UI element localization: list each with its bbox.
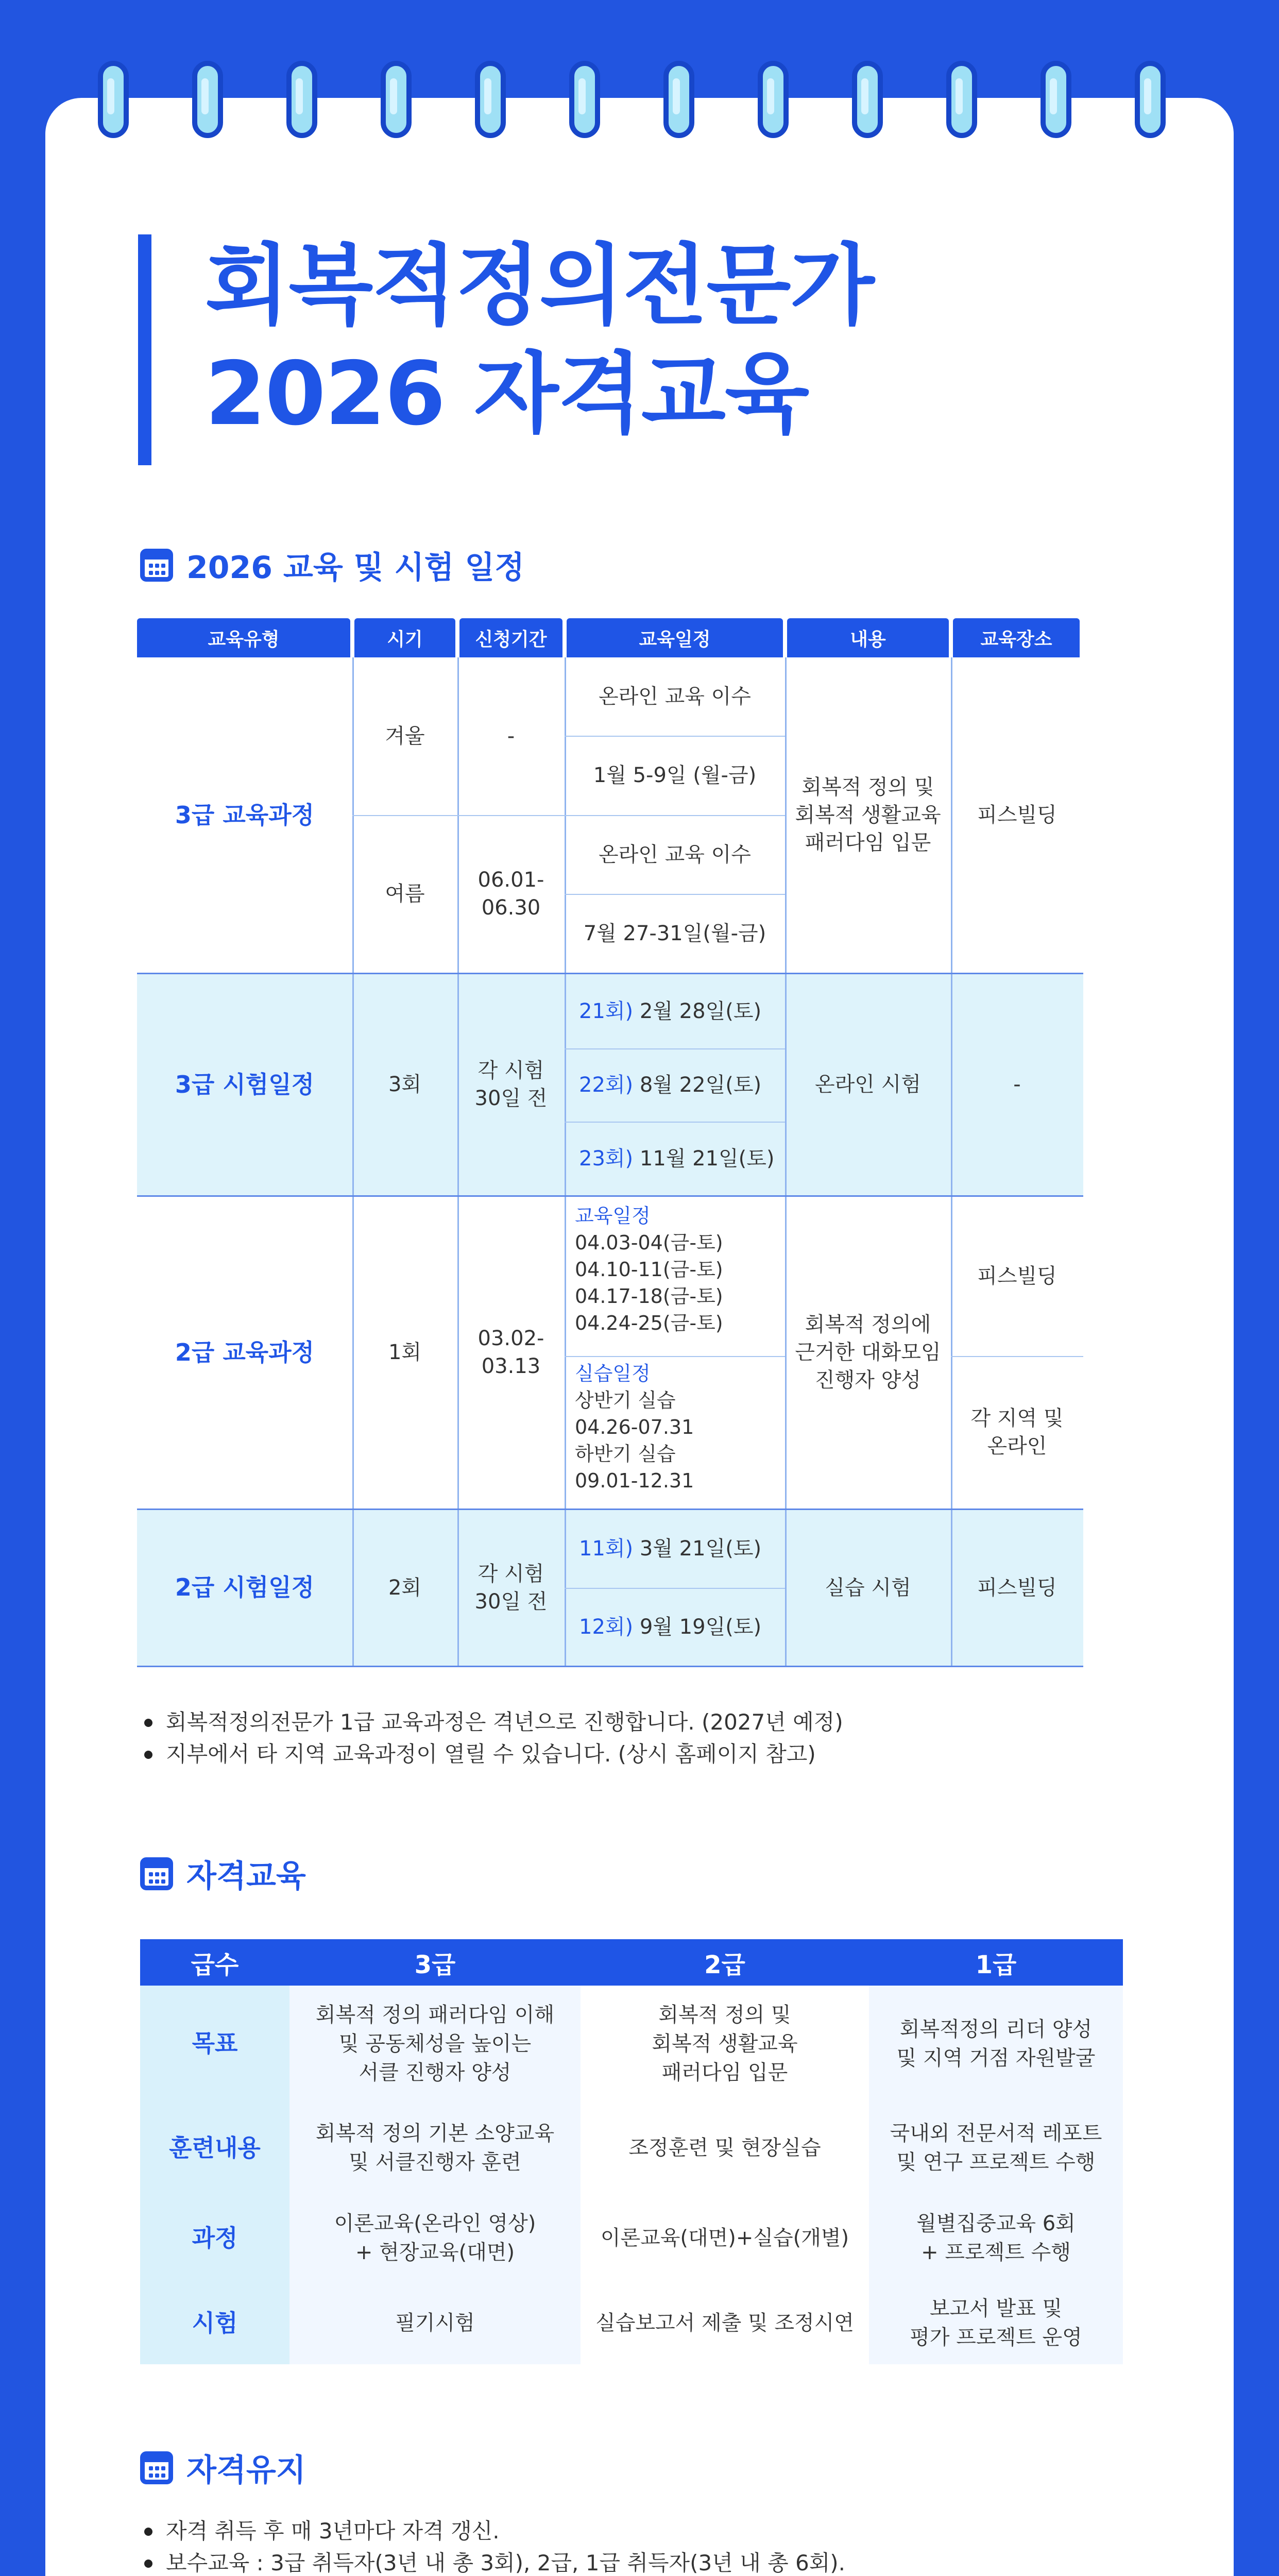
- round-number: 23회): [579, 1146, 634, 1171]
- exam2-apply: 각 시험 30일 전: [474, 1562, 548, 1614]
- row-label-edu3: 3급 교육과정: [175, 801, 315, 829]
- binder-ring-icon: [946, 61, 977, 138]
- row-label-exam3: 3급 시험일정: [175, 1070, 315, 1098]
- edu2-edu-schedule: [575, 1202, 781, 1336]
- title-accent-bar: [138, 234, 151, 465]
- exam-level1: 보고서 발표 및 평가 프로젝트 운영: [869, 2282, 1123, 2364]
- qualification-heading: [140, 1851, 306, 1897]
- goal-level3: 회복적 정의 패러다임 이해 및 공동체성을 높이는 서클 진행자 양성: [289, 1986, 581, 2102]
- exam3-content: 온라인 시험: [815, 1073, 921, 1096]
- exam2-place: 피스빌딩: [977, 1575, 1057, 1600]
- exam-level3: 필기시험: [289, 2282, 581, 2364]
- header-cell: 교육장소: [953, 618, 1080, 657]
- round-date: 3월 21일(토): [633, 1537, 762, 1561]
- schedule-heading: [140, 542, 524, 588]
- edu2-apply: 03.02- 03.13: [478, 1327, 544, 1378]
- exam2-round-2: [565, 1588, 785, 1666]
- exam3-apply: 각 시험 30일 전: [474, 1059, 548, 1110]
- edu2-place-2: 각 지역 및 온라인: [970, 1406, 1064, 1458]
- edu2-edu-dates: 04.03-04(금-토) 04.10-11(금-토) 04.17-18(금-토) 04.24-25(금-토): [575, 1231, 723, 1334]
- edu3-summer-schedule-2: 7월 27-31일(월-금): [583, 921, 766, 945]
- maintenance-heading: [140, 2445, 306, 2491]
- binder-ring-icon: [475, 61, 506, 138]
- edu3-summer-apply: 06.01- 06.30: [478, 868, 544, 920]
- course-level2: 이론교육(대면)+실습(개별): [600, 2226, 849, 2250]
- row-label-exam: 시험: [140, 2282, 289, 2364]
- row-label-goal: 목표: [140, 1986, 289, 2102]
- exam2-content: 실습 시험: [825, 1575, 911, 1600]
- round-date: 9월 19일(토): [633, 1615, 762, 1639]
- edu2-edu-label: 교육일정: [575, 1205, 651, 1227]
- edu3-winter-schedule-2: 1월 5-9일 (월-금): [593, 764, 757, 787]
- exam3-place: -: [1013, 1073, 1021, 1096]
- course-level3: 이론교육(온라인 영상) + 현장교육(대면): [289, 2194, 581, 2282]
- exam3-round-1: [565, 974, 785, 1048]
- binder-ring-icon: [852, 61, 883, 138]
- row-label-training: 훈련내용: [140, 2102, 289, 2194]
- header-cell: 급수: [140, 1939, 289, 1986]
- exam3-round-3: [565, 1122, 785, 1195]
- edu2-practice-dates: 상반기 실습 04.26-07.31 하반기 실습 09.01-12.31: [575, 1389, 694, 1492]
- schedule-notes: [144, 1706, 843, 1770]
- edu2-content: 회복적 정의에 근거한 대화모임 진행자 양성: [795, 1313, 941, 1392]
- page-title-line2: 2026 자격교육: [205, 343, 809, 445]
- row-label-edu2: 2급 교육과정: [175, 1338, 315, 1366]
- edu3-content: 회복적 정의 및 회복적 생활교육 패러다임 입문: [795, 775, 941, 855]
- calendar-icon: [140, 2451, 173, 2484]
- header-cell: 교육일정: [567, 618, 783, 657]
- training-level3: 회복적 정의 기본 소양교육 및 서클진행자 훈련: [289, 2102, 581, 2194]
- edu3-winter-schedule-1: 온라인 교육 이수: [599, 685, 751, 708]
- edu3-winter-apply: -: [507, 724, 515, 748]
- binder-ring-icon: [569, 61, 600, 138]
- exam-level2: 실습보고서 제출 및 조정시연: [595, 2311, 854, 2335]
- edu3-winter: 겨울: [385, 724, 425, 748]
- round-number: 12회): [579, 1615, 634, 1639]
- calendar-icon: [140, 1857, 173, 1890]
- calendar-icon: [140, 549, 173, 582]
- header-cell: 신청기간: [459, 618, 562, 657]
- round-date: 11월 21일(토): [633, 1146, 775, 1171]
- edu3-summer-schedule-1: 온라인 교육 이수: [599, 842, 751, 867]
- binder-ring-icon: [1135, 61, 1166, 138]
- edu2-place-1: 피스빌딩: [977, 1264, 1057, 1288]
- list-item: 보수교육 : 3급 취득자(3년 내 총 3회), 2급, 1급 취득자(3년 내 총 6회).: [144, 2547, 845, 2576]
- round-number: 21회): [579, 999, 634, 1023]
- exam3-period: 3회: [388, 1073, 422, 1096]
- edu2-period: 1회: [388, 1341, 422, 1364]
- binder-ring-icon: [381, 61, 412, 138]
- header-cell: 시기: [354, 618, 455, 657]
- training-level1: 국내외 전문서적 레포트 및 연구 프로젝트 수행: [869, 2102, 1123, 2194]
- binder-ring-icon: [758, 61, 789, 138]
- header-cell: 2급: [581, 1939, 869, 1986]
- row-label-exam2: 2급 시험일정: [175, 1573, 315, 1602]
- edu3-place: 피스빌딩: [977, 803, 1057, 827]
- goal-level2: 회복적 정의 및 회복적 생활교육 패러다임 입문: [652, 2003, 798, 2084]
- header-cell: 3급: [289, 1939, 581, 1986]
- round-number: 22회): [579, 1073, 634, 1097]
- exam2-round-1: [565, 1510, 785, 1588]
- binder-ring-icon: [286, 61, 317, 138]
- list-item: 자격 취득 후 매 3년마다 자격 갱신.: [144, 2515, 845, 2547]
- round-date: 2월 28일(토): [633, 999, 762, 1023]
- page-title-line1: 회복적정의전문가: [205, 235, 874, 337]
- section-title: 2026 교육 및 시험 일정: [186, 550, 525, 586]
- row-label-course: 과정: [140, 2194, 289, 2282]
- binder-ring-icon: [98, 61, 129, 138]
- section-title: 자격유지: [186, 2452, 306, 2488]
- header-cell: 교육유형: [137, 618, 350, 657]
- round-number: 11회): [579, 1537, 634, 1561]
- round-date: 8월 22일(토): [633, 1073, 762, 1097]
- edu2-practice-schedule: [575, 1360, 781, 1494]
- edu2-practice-label: 실습일정: [575, 1362, 651, 1385]
- binder-ring-icon: [663, 61, 694, 138]
- binder-ring-icon: [192, 61, 223, 138]
- training-level2: 조정훈련 및 현장실습: [628, 2136, 821, 2160]
- section-title: 자격교육: [186, 1858, 306, 1894]
- goal-level1: 회복적정의 리더 양성 및 지역 거점 자원발굴: [869, 1986, 1123, 2102]
- maintenance-list: [144, 2515, 845, 2576]
- exam2-period: 2회: [388, 1575, 422, 1600]
- header-cell: 내용: [787, 618, 949, 657]
- list-item: 회복적정의전문가 1급 교육과정은 격년으로 진행합니다. (2027년 예정): [144, 1706, 843, 1738]
- binder-ring-icon: [1041, 61, 1071, 138]
- list-item: 지부에서 타 지역 교육과정이 열릴 수 있습니다. (상시 홈페이지 참고): [144, 1738, 843, 1770]
- exam3-round-2: [565, 1048, 785, 1122]
- edu3-summer: 여름: [385, 882, 425, 906]
- course-level1: 월별집중교육 6회 + 프로젝트 수행: [869, 2194, 1123, 2282]
- header-cell: 1급: [869, 1939, 1123, 1986]
